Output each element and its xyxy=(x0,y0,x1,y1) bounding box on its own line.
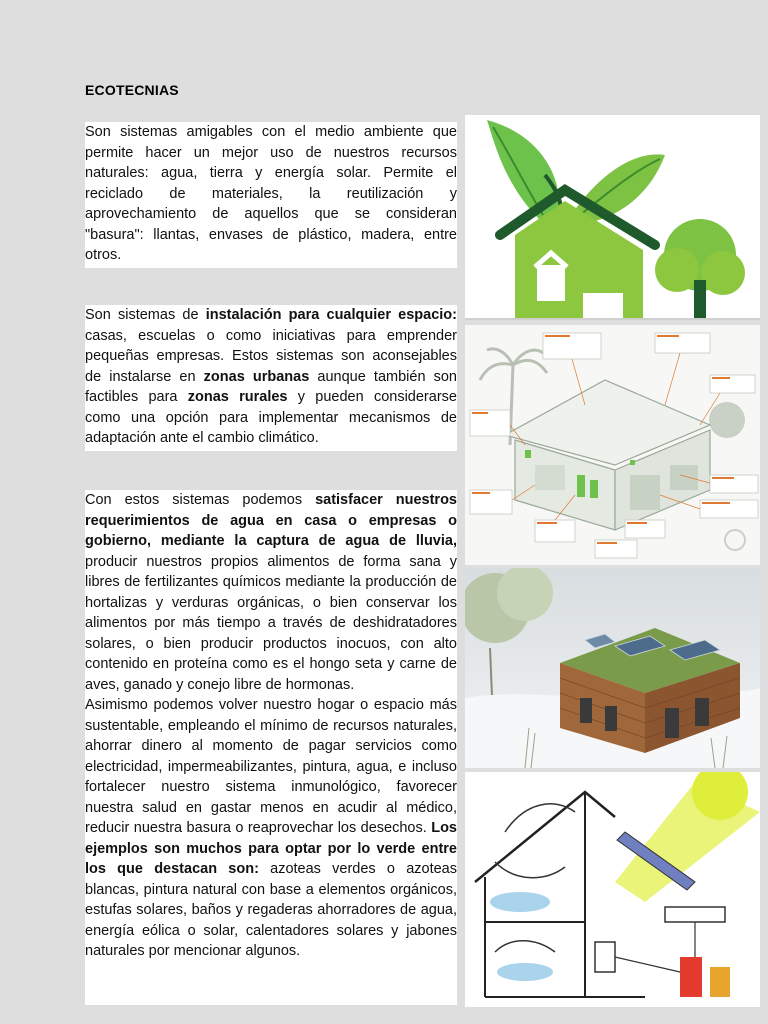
paragraph-block-3 xyxy=(85,490,457,1005)
page-title: ECOTECNIAS xyxy=(85,82,179,98)
text-segment: Son sistemas amigables con el medio ambiente que permite hacer un mejor uso de nuestros recursos naturales: agua, tierra y energía solar. Permite el reciclado de materiales, la reutilización y aprovechamiento de aquellos que se consideran "basura": llantas, envases de plástico, madera, entre otros. xyxy=(85,124,457,263)
paragraph-4 xyxy=(85,695,457,962)
passive-solar-house-sketch xyxy=(465,772,760,1007)
text-segment: y pueden considerarse como una opción para implementar mecanismos de adaptación ante el cambio climático. xyxy=(85,389,457,446)
bold-text-segment: satisfacer nuestros requerimientos de agua en casa o empresas o gobierno, mediante la captura de agua de lluvia, xyxy=(85,492,457,549)
bold-text-segment: zonas urbanas xyxy=(203,368,310,385)
paragraph-1 xyxy=(85,122,457,266)
paragraph-3 xyxy=(85,490,457,695)
bold-text-segment: instalación para cualquier espacio: xyxy=(205,307,457,323)
text-segment: casas, escuelas o como iniciativas para emprender pequeñas empresas. Estos sistemas son aconsejables de instalarse en xyxy=(85,327,457,385)
paragraph-2 xyxy=(85,305,457,449)
eco-house-leaf-icon xyxy=(465,115,760,320)
text-segment: aunque también son factibles para xyxy=(85,368,457,405)
bold-text-segment: zonas rurales xyxy=(187,389,288,405)
paragraph-block-2 xyxy=(85,305,457,451)
smart-home-diagram xyxy=(465,325,760,565)
paragraph-block-1 xyxy=(85,122,457,268)
green-roof-house-photo xyxy=(465,568,760,768)
text-segment: Asimismo podemos volver nuestro hogar o espacio más sustentable, empleando el mínimo de recursos naturales, ahorrar dinero al momento de pagar servicios como electricidad, impermeabilizantes, pintura, agua, e incluso fortalecer nuestro sistema inmunológico, favorecer nuestra salud en gastar menos en acudir al médico, reducir nuestra basura o reaprovechar los desechos. xyxy=(85,697,457,836)
text-segment: Con estos sistemas podemos xyxy=(85,492,316,508)
bold-text-segment: Los ejemplos son muchos para optar por lo verde entre los que destacan son: xyxy=(85,820,457,877)
text-segment: Son sistemas de xyxy=(85,307,206,323)
text-segment: producir nuestros propios alimentos de forma sana y libres de fertilizantes químicos mediante la producción de hortalizas y verduras orgánicas, o bien conservar los alimentos por más tiempo a través de deshidratadores solares, o bien producir productos inocuos, con alto contenido en proteína como es el hongo seta y carne de aves, ganado y conejo libre de hormonas. xyxy=(85,553,457,693)
text-segment: azoteas verdes o azoteas blancas, pintura natural con base a elementos orgánicos, estufas solares, baños y regaderas ahorradores de agua, energía eólica o solar, calentadores solares y jabones naturales por mencionar algunos. xyxy=(85,861,457,959)
